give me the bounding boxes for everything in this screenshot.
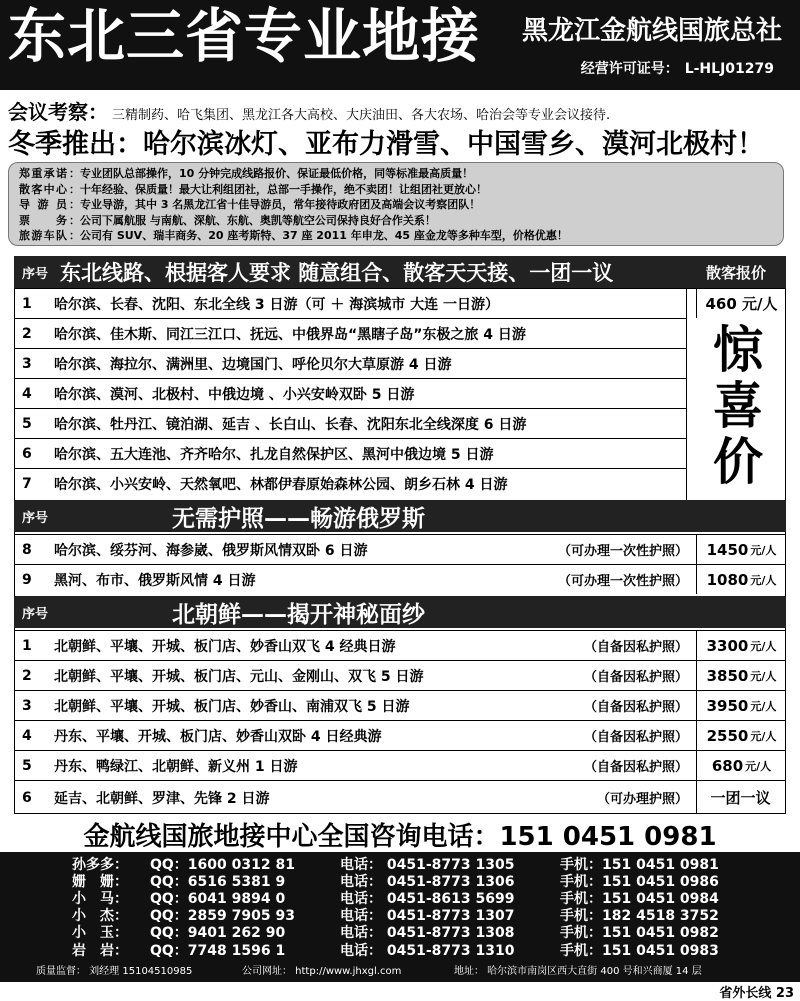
contact-tel: 电话： 0451-8773 1310 [340,943,515,959]
row-number: 1 [22,295,32,312]
section-header-north-korea [14,596,786,628]
hotline: 金航线国旅地接中心全国咨询电话：151 0451 0981 [83,822,717,852]
contact-qq: QQ：6516 5381 9 [150,874,286,890]
row-number: 8 [22,541,32,558]
row-number: 5 [22,415,32,432]
surprise-char: 喜 [713,377,763,435]
contact-name: 小 马： [72,891,128,907]
contact-qq: QQ：2859 7905 93 [150,908,295,924]
table-row [14,690,786,720]
price-value: 3850 [706,666,749,685]
price [696,781,786,814]
route-text: 丹东、鸭绿江、北朝鲜、新义州 1 日游 [54,758,298,775]
contact-tel: 电话： 0451-8773 1308 [340,925,515,941]
route-text: 北朝鲜、平壤、开城、板门店、妙香山双飞 4 经典日游 [54,638,396,655]
promise-label: 票务 [19,213,67,227]
route-text: 哈尔滨、海拉尔、满洲里、边境国门、呼伦贝尔大草原游 4 日游 [54,356,452,373]
table-row [14,750,786,780]
meeting-text: 三精制药、哈飞集团、黑龙江各大高校、大庆油田、各大农场、哈治会等专业会议接待. [112,108,611,123]
promise-line [19,213,773,229]
contact-row [0,940,800,957]
section-title: 无需护照——畅游俄罗斯 [172,505,425,532]
table-row [14,318,686,348]
promise-text: ：专业导游，其中 3 名黑龙江省十佳导游员，常年接待政府团及高端会议考察团队！ [69,198,481,211]
price [696,691,786,720]
contact-row [0,854,800,871]
section-title: 东北线路、根据客人要求 随意组合、散客天天接、一团一议 [60,261,614,285]
price [696,631,786,660]
company-website[interactable]: 公司网址： http://www.jhxgl.com [242,966,402,977]
contact-row [0,905,800,922]
contact-mobile: 手机：151 0451 0982 [560,925,719,941]
promise-line [19,228,773,244]
table-row [14,780,786,814]
price-unit: 元/人 [750,729,777,743]
promise-label: 导游员 [19,198,67,211]
price-value: 1080 [706,570,749,589]
route-text: 哈尔滨、绥芬河、海参崴、俄罗斯风情双卧 6 日游 [54,542,368,559]
contact-mobile: 手机：151 0451 0984 [560,891,719,907]
page-tag: 省外长线 23 [719,986,794,1001]
table-row [14,348,686,378]
license-label: 经营许可证号： [580,61,679,77]
section-header-russia [14,500,786,532]
row-number: 4 [22,727,32,744]
promise-line [19,182,773,198]
price-value: 680 [711,756,744,775]
contact-mobile: 手机：151 0451 0983 [560,943,719,959]
surprise-price-label [690,320,786,492]
section-title: 北朝鲜——揭开神秘面纱 [172,601,425,628]
section-no-label: 序号 [22,510,49,526]
contact-name: 孙多多： [72,857,128,873]
contact-name: 姗 姗： [72,874,128,890]
price [696,535,786,564]
section-header-northeast [14,256,786,288]
row-number: 6 [22,445,32,462]
price-unit: 元/人 [750,543,777,557]
contact-qq: QQ：6041 9894 0 [150,891,286,907]
price-value: 2550 [706,726,749,745]
row-number: 3 [22,697,32,714]
table-row [14,438,686,468]
price-header: 散客报价 [705,263,766,282]
license-number: L-HLJ01279 [684,61,774,77]
surprise-char: 价 [713,433,763,491]
promise-label: 散客中心 [19,182,67,196]
table-row [14,660,786,690]
company-address: 地址： 哈尔滨市南岗区西大直街 400 号和兴商厦 14 层 [454,966,702,977]
price [696,721,786,750]
price-value: 1450 [706,540,749,559]
table-row [14,630,786,660]
row-number: 3 [22,355,32,372]
promise-box [8,162,784,246]
price-unit: 元/人 [750,573,777,587]
price [696,751,786,780]
contact-mobile: 手机：151 0451 0986 [560,874,719,890]
row-number: 7 [22,475,32,492]
price [696,661,786,690]
contact-block [0,852,800,982]
promise-text: ：十年经验、保质量！最大让利组团社，总部一手操作，绝不卖团！让组团社更放心！ [69,182,487,196]
price [696,565,786,594]
contact-tel: 电话： 0451-8773 1306 [340,874,515,890]
promise-text: ：公司下属航服 与南航、深航、东航、奥凯等航空公司保持良好合作关系！ [69,213,436,227]
contact-name: 小 杰： [72,908,128,924]
contact-name: 小 玉： [72,925,128,941]
route-text: 丹东、平壤、开城、板门店、妙香山双卧 4 日经典游 [54,728,382,745]
passport-note: （可办理一次性护照） [557,544,688,559]
price-value: 3950 [706,696,749,715]
price-unit: 元/人 [750,699,777,713]
route-text: 北朝鲜、平壤、开城、板门店、妙香山、南浦双飞 5 日游 [54,698,410,715]
surprise-char: 惊 [713,321,763,379]
passport-note: （自备因私护照） [583,760,688,775]
quality-supervision: 质量监督： 刘经理 15104510985 [36,966,193,977]
route-text: 哈尔滨、长春、沈阳、东北全线 3 日游（可 ＋ 海滨城市 大连 一日游） [54,296,499,313]
footer-info [0,962,800,980]
route-text: 延吉、北朝鲜、罗津、先锋 2 日游 [54,790,270,807]
route-text: 哈尔滨、佳木斯、同江三江口、抚远、中俄界岛“黑瞎子岛”东极之旅 4 日游 [54,326,526,343]
price: 460 元/人 [696,289,786,318]
table-row [14,564,786,594]
route-text: 哈尔滨、五大连池、齐齐哈尔、扎龙自然保护区、黑河中俄边境 5 日游 [54,446,494,463]
contact-row [0,922,800,939]
price-value: 3300 [706,636,749,655]
winter-promo: 冬季推出：哈尔滨冰灯、亚布力滑雪、中国雪乡、漠河北极村！ [8,129,764,160]
contact-tel: 电话： 0451-8613 5699 [340,891,515,907]
row-number: 2 [22,325,32,342]
main-title: 东北三省专业地接 [8,2,481,70]
promise-text: ：公司有 SUV、瑞丰商务、20 座考斯特、37 座 2011 年申龙、45 座金龙等多种车型，价格优惠！ [69,229,568,242]
route-text: 哈尔滨、小兴安岭、天然氧吧、林都伊春原始森林公园、朗乡石林 4 日游 [54,476,508,493]
price-unit: 元/人 [745,759,772,773]
table-row [14,408,686,438]
license-line [581,58,774,78]
row-number: 4 [22,385,32,402]
contact-mobile: 手机：151 0451 0981 [560,857,719,873]
promise-label: 旅游车队 [19,229,67,242]
contact-mobile: 手机：182 4518 3752 [560,908,719,924]
table-row [14,378,686,408]
passport-note: （自备因私护照） [583,670,688,685]
contact-qq: QQ：9401 262 90 [150,925,286,941]
route-text: 哈尔滨、漠河、北极村、中俄边境 、小兴安岭双卧 5 日游 [54,386,415,403]
promise-label: 郑重承诺 [19,167,67,180]
contact-row [0,888,800,905]
price-unit: 元/人 [750,639,777,653]
table-row [14,534,786,564]
row-number: 9 [22,571,32,588]
passport-note: （自备因私护照） [583,730,688,745]
contact-name: 岩 岩： [72,943,128,959]
section-no-label: 序号 [22,606,49,622]
section-no-label: 序号 [22,266,49,282]
route-text: 北朝鲜、平壤、开城、板门店、元山、金刚山、双飞 5 日游 [54,668,424,685]
contact-tel: 电话： 0451-8773 1305 [340,857,515,873]
passport-note: （自备因私护照） [583,640,688,655]
row-number: 2 [22,667,32,684]
passport-note: （自备因私护照） [583,700,688,715]
contact-qq: QQ：7748 1596 1 [150,943,286,959]
meeting-label: 会议考察： [8,100,108,124]
row-number: 1 [22,637,32,654]
table-row [14,720,786,750]
promise-line [19,197,773,213]
promise-text: ：专业团队总部操作，10 分钟完成线路报价、保证最低价格，同等标准最高质量！ [69,167,474,180]
price-value: 一团一议 [710,789,771,807]
agency-name: 黑龙江金航线国旅总社 [521,16,782,46]
meeting-row [8,96,792,124]
passport-note: （可办理一次性护照） [557,574,688,589]
contact-row [0,871,800,888]
contact-qq: QQ：1600 0312 81 [150,857,295,873]
price-unit: 元/人 [750,669,777,683]
table-row [14,468,686,498]
promise-line [19,166,773,182]
route-text: 黑河、布市、俄罗斯风情 4 日游 [54,572,256,589]
route-text: 哈尔滨、牡丹江、镜泊湖、延吉 、长白山、长春、沈阳东北全线深度 6 日游 [54,416,527,433]
passport-note: （可办理护照） [596,792,688,807]
table-row [14,288,786,318]
row-number: 6 [22,789,32,806]
contact-tel: 电话： 0451-8773 1307 [340,908,515,924]
header-banner [0,0,800,90]
row-number: 5 [22,757,32,774]
